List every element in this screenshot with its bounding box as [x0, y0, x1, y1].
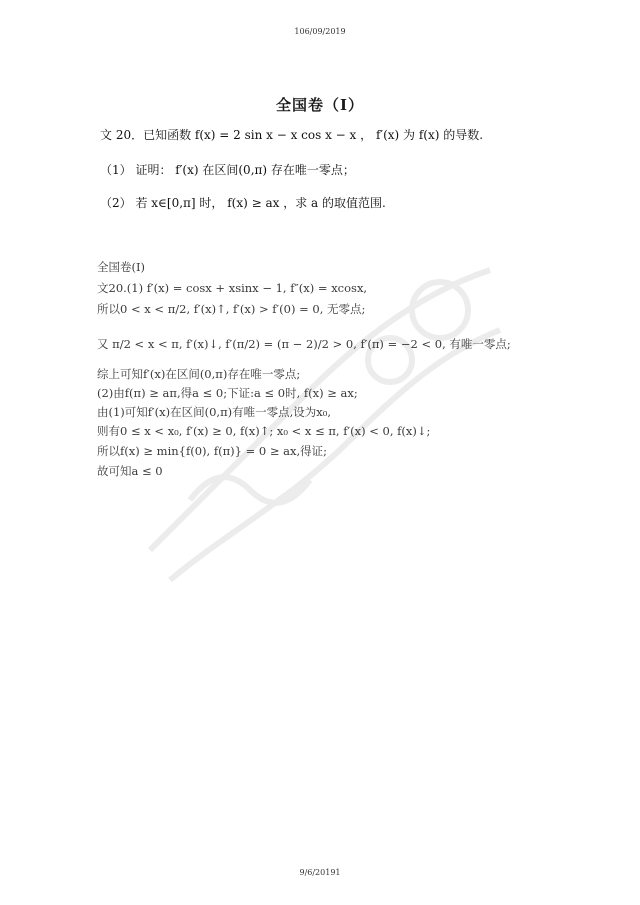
page-header-date: 106/09/2019: [294, 27, 346, 36]
page-title: 全国卷（Ⅰ）: [275, 96, 365, 114]
solution-line: 由(1)可知f′(x)在区间(0,π)有唯一零点,设为x₀,: [97, 405, 332, 419]
solution-heading: 全国卷(I): [97, 260, 146, 274]
solution-line: (2)由f(π) ≥ aπ,得a ≤ 0;下证:a ≤ 0时, f(x) ≥ ax;: [97, 386, 358, 400]
solution-conclusion: 故可知a ≤ 0: [97, 464, 163, 478]
problem-part-1: （1） 证明： f′(x) 在区间(0,π) 存在唯一零点；: [100, 163, 355, 177]
solution-line: 又 π/2 < x < π, f′(x)↓, f′(π/2) = (π − 2)/2 > 0, f′(π) = −2 < 0, 有唯一零点;: [97, 337, 511, 351]
solution-line: 综上可知f′(x)在区间(0,π)存在唯一零点;: [97, 367, 301, 381]
page-footer-date: 9/6/20191: [299, 868, 341, 877]
problem-part-2: （2） 若 x∈[0,π] 时， f(x) ≥ ax ，求 a 的取值范围.: [100, 196, 386, 210]
solution-line: 则有0 ≤ x < x₀, f′(x) ≥ 0, f(x)↑; x₀ < x ≤ π, f′(x) < 0, f(x)↓;: [97, 424, 431, 438]
solution-line: 所以0 < x < π/2, f′(x)↑, f′(x) > f′(0) = 0, 无零点;: [97, 302, 366, 316]
solution-line: 文20.(1) f′(x) = cosx + xsinx − 1, f″(x) = xcosx,: [97, 281, 368, 295]
solution-line: 所以f(x) ≥ min{f(0), f(π)} = 0 ≥ ax,得证;: [97, 444, 328, 458]
problem-intro: 文 20．已知函数 f(x) = 2 sin x − x cos x − x ， f′(x) 为 f(x) 的导数.: [100, 128, 484, 142]
